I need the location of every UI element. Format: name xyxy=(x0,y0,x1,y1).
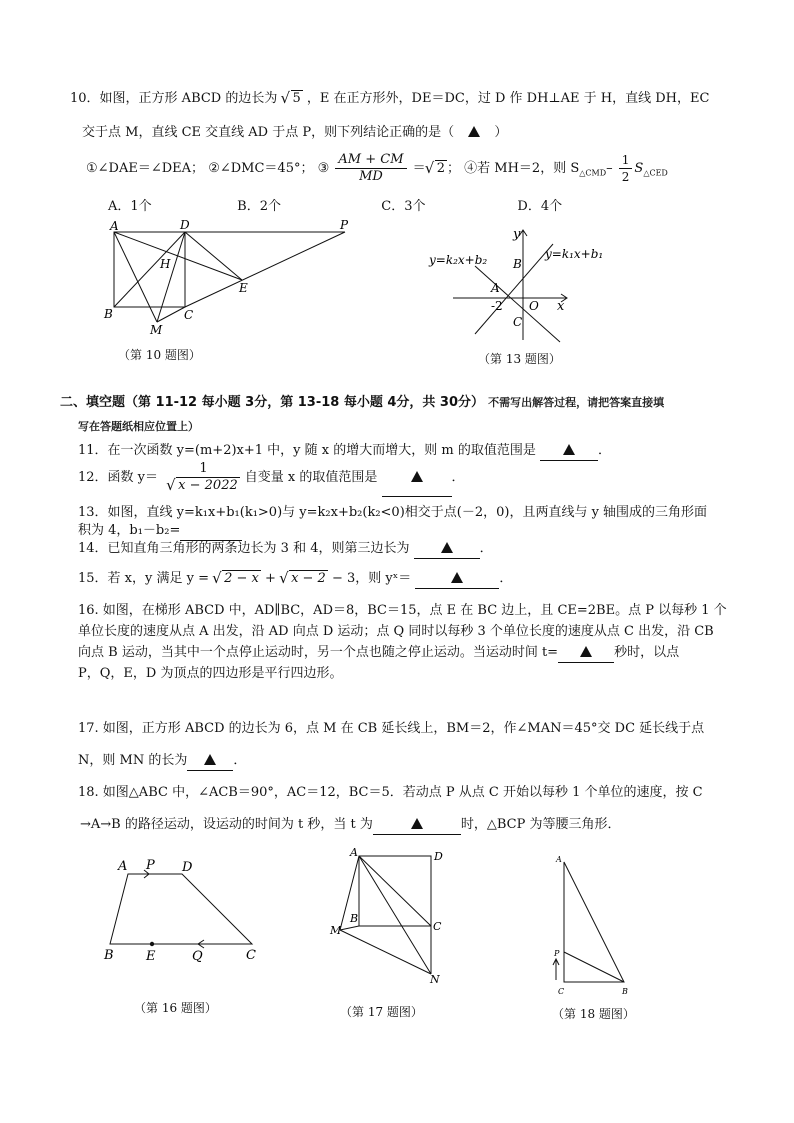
q10-line1 xyxy=(70,90,709,108)
q16-line4: P，Q，E，D 为顶点的四边形是平行四边形。 xyxy=(78,666,343,681)
fig10-label-H: H xyxy=(160,257,171,271)
q18-line1: 18. 如图△ABC 中，∠ACB＝90°，AC＝12，BC＝5．若动点 P 从点 C 开始以每秒 1 个单位的速度，按 C xyxy=(78,785,703,800)
section-2-note-2: 写在答题纸相应位置上） xyxy=(78,420,199,433)
answer-triangle-icon xyxy=(411,471,423,482)
q10-choice-2: ∠DMC＝45°； xyxy=(219,161,314,176)
answer-triangle-icon xyxy=(580,646,592,657)
answer-triangle-icon xyxy=(204,754,216,765)
section-2-title: 二、填空题（第 11-12 每小题 3分，第 13-18 每小题 4分，共 30分） xyxy=(60,395,485,410)
fig13-label-line2: y=k₂x+b₂ xyxy=(429,253,488,267)
figure-17 xyxy=(326,844,446,984)
q16-answer-blank[interactable] xyxy=(558,644,614,663)
fig18-caption: （第 18 题图） xyxy=(552,1007,635,1021)
fig10-label-M: M xyxy=(150,323,163,337)
q13-line1: 13．如图，直线 y=k₁x+b₁(k₁>0)与 y=k₂x+b₂(k₂<0)相交于点(－2，0)，且两直线与 y 轴围成的三角形面 xyxy=(78,505,708,520)
fig18-label-C: C xyxy=(558,987,565,996)
q10-fraction: $\frac{AM + CM}{MD}$ xyxy=(335,152,406,185)
fig13-label-B: B xyxy=(513,257,522,271)
fig10-label-E: E xyxy=(239,281,248,295)
q18-line2: →A→B 的路径运动，设运动的时间为 t 秒，当 t 为 时，△BCP 为等腰三角形． xyxy=(80,816,620,835)
q10-options xyxy=(108,198,562,216)
q13-answer-blank[interactable] xyxy=(180,522,242,541)
q18-answer-blank[interactable] xyxy=(373,816,461,835)
q12-answer-blank[interactable] xyxy=(382,460,452,497)
fig18-label-A: A xyxy=(556,855,562,864)
fig17-caption: （第 17 题图） xyxy=(340,1005,423,1019)
q10-line2 xyxy=(82,124,507,142)
q12-fraction: 1 √ x − 2022 xyxy=(164,461,243,494)
answer-triangle-icon xyxy=(563,444,575,455)
fig10-label-P: P xyxy=(340,218,349,232)
q10-choice-3-num: ③ xyxy=(317,161,330,176)
fig17-label-C: C xyxy=(433,920,442,933)
q13-line2: 积为 4，b₁－b₂= xyxy=(78,522,242,541)
fig16-label-Q: Q xyxy=(192,949,203,964)
q12: 12．函数 y＝ 1 √ x − 2022 自变量 x 的取值范围是 ． xyxy=(78,460,465,497)
q16-line2: 单位长度的速度从点 A 出发，沿 AD 向点 D 运动；点 Q 同时以每秒 3 个单位长度的速度从点 C 出发，沿 CB xyxy=(78,624,714,639)
option-b: B．2个 xyxy=(237,199,281,214)
q11-answer-blank[interactable] xyxy=(540,442,598,461)
figure-18 xyxy=(548,852,638,1002)
q14: 14．已知直角三角形的两条边长为 3 和 4，则第三边长为 ． xyxy=(78,540,493,559)
q15-sqrt-1: √ 2 − x xyxy=(213,570,261,588)
fig17-label-A: A xyxy=(350,846,358,859)
fig13-label-neg2: -2 xyxy=(491,299,503,313)
fig16-label-P: P xyxy=(146,858,155,873)
fig10-label-C: C xyxy=(184,308,194,322)
answer-triangle-icon xyxy=(411,818,423,829)
q14-answer-blank[interactable] xyxy=(414,540,480,559)
q10-choice-2-num: ② xyxy=(208,161,220,176)
q12-sqrt: √ x − 2022 xyxy=(167,478,240,494)
q10-choice-4: 若 MH＝2，则 S xyxy=(477,161,580,176)
sqrt-2: √ 2 xyxy=(426,152,447,186)
fig16-label-B: B xyxy=(104,948,114,963)
fig10-caption: （第 10 题图） xyxy=(118,348,201,362)
fig16-label-C: C xyxy=(246,948,256,963)
fig17-label-B: B xyxy=(350,912,359,925)
fig13-label-O: O xyxy=(529,299,539,313)
q10-choice-4-num: ④ xyxy=(464,161,478,176)
fig16-label-D: D xyxy=(182,860,193,875)
q15: 15．若 x，y 满足 y = √ 2 − x + √ x − 2 − 3，则 yˣ＝ ． xyxy=(78,570,512,589)
q16-line1: 16. 如图，在梯形 ABCD 中，AD∥BC，AD＝8，BC＝15，点 E 在 BC 边上，且 CE=2BE。点 P 以每秒 1 个 xyxy=(78,603,727,618)
fig13-label-A: A xyxy=(491,281,500,295)
fig13-label-x: x xyxy=(557,299,565,314)
fig16-label-A: A xyxy=(118,859,128,874)
q16-line3: 向点 B 运动，当其中一个点停止运动时，另一个点也随之停止运动。当运动时间 t= 秒时，以点 xyxy=(78,644,679,663)
fig10-label-D: D xyxy=(180,218,190,232)
q10-text-c: 交于点 M，直线 CE 交直线 AD 于点 P，则下列结论正确的是（ xyxy=(82,125,455,140)
q10-paren-close: ） xyxy=(494,125,508,140)
fig13-label-C: C xyxy=(513,315,523,329)
q10-choices: ①∠DAE＝∠DEA； ②∠DMC＝45°； ③ $\frac{AM + CM}{MD}$ ＝√ 2 ； ④若 MH＝2，则 $S_{\triangle CMD}-$ $\frac{1}{2}$ $S_{\triangle CED}$ xyxy=(86,152,668,191)
q10-choice-1: ∠DAE＝∠DEA； xyxy=(97,161,205,176)
fig10-label-A: A xyxy=(110,219,119,233)
option-c: C．3个 xyxy=(381,199,426,214)
q15-answer-blank[interactable] xyxy=(415,570,499,589)
option-d: D．4个 xyxy=(517,199,563,214)
fig18-label-P: P xyxy=(554,949,560,958)
option-a: A．1个 xyxy=(108,199,152,214)
q10-text-b: ，E 在正方形外，DE＝DC，过 D 作 DH⊥AE 于 H，直线 DH，EC xyxy=(306,91,710,106)
figure-13 xyxy=(425,222,615,352)
q10-half: $\frac{1}{2}$ xyxy=(619,152,633,185)
fig10-label-B: B xyxy=(104,307,113,321)
answer-triangle-icon xyxy=(451,572,463,583)
q17-line2: N，则 MN 的长为 ． xyxy=(78,752,246,771)
q15-sqrt-2: √ x − 2 xyxy=(280,570,328,588)
q10-text-a: 10．如图，正方形 ABCD 的边长为 xyxy=(70,91,278,106)
fig13-label-y: y xyxy=(513,227,521,242)
fig16-label-E: E xyxy=(146,949,156,964)
fig17-label-N: N xyxy=(430,973,440,984)
sqrt-5: √ 5 xyxy=(282,90,303,108)
answer-triangle-icon xyxy=(441,542,453,553)
q17-answer-blank[interactable] xyxy=(187,752,233,771)
fig13-caption: （第 13 题图） xyxy=(478,352,561,366)
fig13-label-line1: y=k₁x+b₁ xyxy=(545,247,604,261)
q11: 11．在一次函数 y=(m+2)x+1 中，y 随 x 的增大而增大，则 m 的取值范围是 ． xyxy=(78,442,611,461)
fig16-caption: （第 16 题图） xyxy=(134,1001,217,1015)
answer-triangle-icon xyxy=(468,126,480,137)
figure-10 xyxy=(100,218,360,338)
figure-16 xyxy=(100,852,270,982)
section-2-note: 不需写出解答过程，请把答案直接填 xyxy=(488,396,665,409)
fig17-label-M: M xyxy=(330,924,342,937)
q10-choice-1-num: ① xyxy=(86,161,98,176)
section-2-header xyxy=(60,394,664,412)
fig18-label-B: B xyxy=(622,987,628,996)
fig17-label-D: D xyxy=(434,850,443,863)
q17-line1: 17. 如图，正方形 ABCD 的边长为 6，点 M 在 CB 延长线上，BM＝2，作∠MAN＝45°交 DC 延长线于点 xyxy=(78,721,705,736)
